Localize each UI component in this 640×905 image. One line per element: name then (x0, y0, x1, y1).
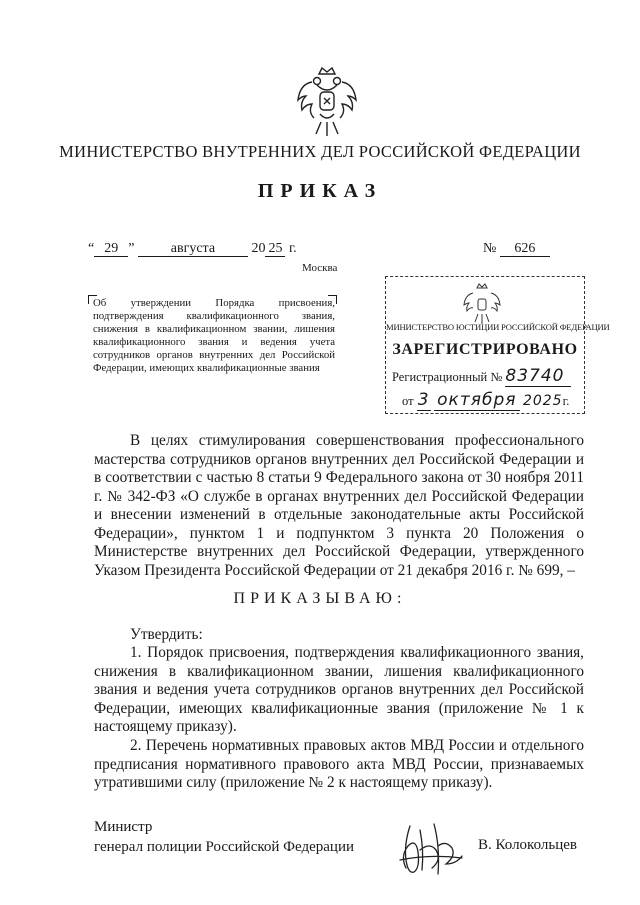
signatory-position: Министр генерал полиции Российской Федерации (94, 819, 355, 855)
stamp-year: 2025 (522, 393, 563, 409)
date-year-prefix: 20 (251, 241, 266, 256)
command-heading: ПРИКАЗЫВАЮ: (233, 590, 407, 607)
preamble-paragraph: В целях стимулирования совершенствования профессионального мастерства сотрудников органов внутренних дел Российской Федерации и в соответствии с частью 8 статьи 9 Федерального закона от 30 ноября 2011 г. № 342-ФЗ «О службе в органах внутренних дел Российской Федерации и внесении изменений в отдельные законодательные акты Российской Федерации», пунктом 1 и подпунктом 3 пункта 20 Положения о Министерстве внутренних дел Российской Федерации, утвержденного Указом Президента Российской Федерации от 21 декабря 2016 г. № 699, – (94, 432, 584, 579)
date-day: 29 (94, 241, 128, 257)
stamp-date: от 3 октября 2025г. (402, 390, 570, 410)
item-2-paragraph: 2. Перечень нормативных правовых актов МВД России и отдельного предписания нормативного правового акта МВД России, признаваемых утратившими силу (приложение № 2 к настоящему приказу). (94, 737, 584, 791)
stamp-reg-label: Регистрационный № (392, 370, 503, 384)
document-number (483, 241, 550, 257)
document-title: Об утверждении Порядка присвоения, подтверждения квалификационного звания, снижения в квалификационном звании, лишения квалификационного звания и ведения учета сотрудников органов внутренних дел Российской Федерации, имеющих квалификационные звания (93, 297, 335, 374)
stamp-day-handwritten: 3 (417, 390, 430, 410)
item-1-paragraph: 1. Порядок присвоения, подтверждения квалификационного звания, снижения в квалификационном звании, лишения квалификационного звания и ведения учета сотрудников органов внутренних дел Российской Федерации, имеющих квалификационные звания (приложение № 1 к настоящему приказу). (94, 644, 584, 735)
number-value: 626 (500, 241, 550, 257)
document-date: “ 29 ” августа 20 25 г. (88, 241, 297, 256)
signatory-name: В. Колокольцев (478, 837, 577, 853)
stamp-month-handwritten: октября (434, 390, 520, 411)
stamp-registration-number (392, 366, 571, 387)
city: Москва (302, 262, 338, 274)
document-type-heading: ПРИКАЗ (257, 180, 383, 202)
handwritten-signature-icon (390, 820, 470, 882)
number-sign: № (483, 241, 497, 256)
date-year-suffix: 25 (265, 241, 285, 257)
date-year-unit: г. (288, 241, 297, 256)
state-emblem-icon (294, 64, 360, 140)
stamp-reg-number-handwritten: 83740 (505, 366, 571, 387)
ministry-heading: МИНИСТЕРСТВО ВНУТРЕННИХ ДЕЛ РОССИЙСКОЙ ФЕДЕРАЦИИ (59, 142, 581, 161)
stamp-status: ЗАРЕГИСТРИРОВАНО (392, 341, 578, 358)
approve-label: Утвердить: (130, 626, 203, 643)
stamp-organization: МИНИСТЕРСТВО ЮСТИЦИИ РОССИЙСКОЙ ФЕДЕРАЦИИ (386, 322, 610, 332)
date-month: августа (138, 241, 248, 257)
